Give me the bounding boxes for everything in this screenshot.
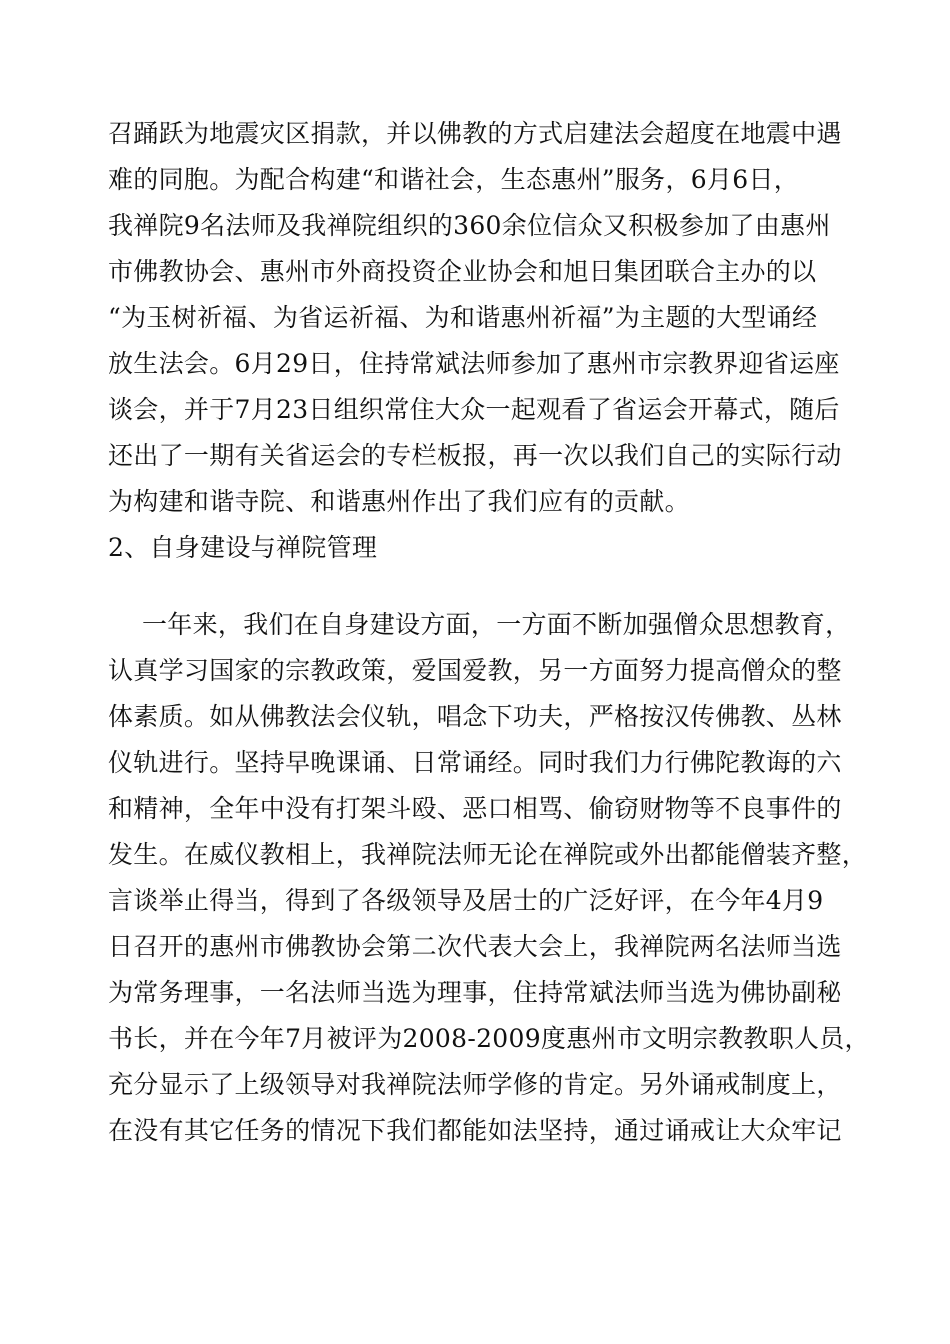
paragraph-line: 一年来，我们在自身建设方面，一方面不断加强僧众思想教育，	[142, 610, 851, 639]
paragraph-line: 体素质。如从佛教法会仪轨，唱念下功夫，严格按汉传佛教、丛林	[108, 702, 842, 731]
paragraph-line: 还出了一期有关省运会的专栏板报，再一次以我们自己的实际行动	[108, 441, 842, 470]
paragraph-line: 谈会，并于7月23日组织常住大众一起观看了省运会开幕式，随后	[108, 395, 840, 424]
paragraph-line: 发生。在威仪教相上，我禅院法师无论在禅院或外出都能僧装齐整，	[108, 840, 868, 869]
paragraph-line: 日召开的惠州市佛教协会第二次代表大会上，我禅院两名法师当选	[108, 932, 842, 961]
section-heading: 2、自身建设与禅院管理	[108, 533, 378, 562]
paragraph-line: 召踊跃为地震灾区捐款，并以佛教的方式启建法会超度在地震中遇	[108, 119, 842, 148]
paragraph-line: 充分显示了上级领导对我禅院法师学修的肯定。另外诵戒制度上，	[108, 1070, 842, 1099]
paragraph-line: 认真学习国家的宗教政策，爱国爱教，另一方面努力提高僧众的整	[108, 656, 842, 685]
paragraph-line: “为玉树祈福、为省运祈福、为和谐惠州祈福”为主题的大型诵经	[108, 303, 818, 332]
paragraph-line: 市佛教协会、惠州市外商投资企业协会和旭日集团联合主办的以	[108, 257, 817, 286]
paragraph-line: 言谈举止得当，得到了各级领导及居士的广泛好评，在今年4月9	[108, 886, 824, 915]
paragraph-line: 书长，并在今年7月被评为2008-2009度惠州市文明宗教教职人员，	[108, 1024, 870, 1053]
paragraph-line: 和精神，全年中没有打架斗殴、恶口相骂、偷窃财物等不良事件的	[108, 794, 842, 823]
paragraph-line: 为构建和谐寺院、和谐惠州作出了我们应有的贡献。	[108, 487, 690, 516]
paragraph-line: 为常务理事，一名法师当选为理事，住持常斌法师当选为佛协副秘	[108, 978, 842, 1007]
paragraph-line: 放生法会。6月29日，住持常斌法师参加了惠州市宗教界迎省运座	[108, 349, 840, 378]
paragraph-line: 我禅院9名法师及我禅院组织的360余位信众又积极参加了由惠州	[108, 211, 831, 240]
paragraph-line: 难的同胞。为配合构建“和谐社会，生态惠州”服务，6月6日，	[108, 165, 800, 194]
paragraph-line: 在没有其它任务的情况下我们都能如法坚持，通过诵戒让大众牢记	[108, 1116, 842, 1145]
paragraph-line: 仪轨进行。坚持早晚课诵、日常诵经。同时我们力行佛陀教诲的六	[108, 748, 842, 777]
